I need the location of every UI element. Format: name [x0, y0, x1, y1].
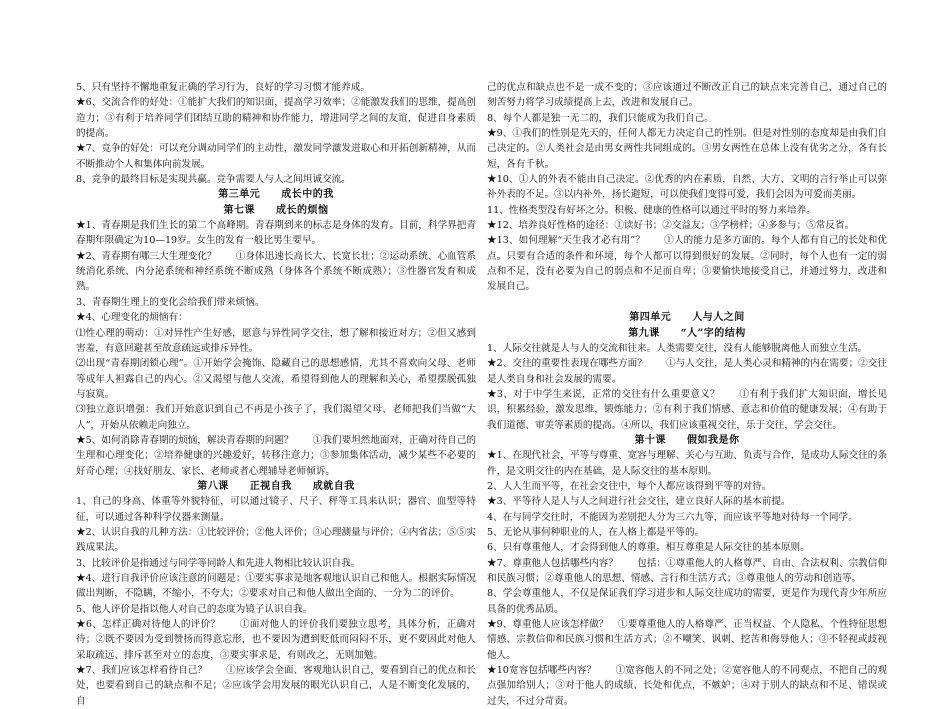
- right-paragraph-23: ★10宽容包括哪些内容？ ①宽容他人的不同之处；②宽容他人的不同观点，不把自己的观点强加给别人；③对于他人的成绩、长处和优点，不嫉妒；④对于别人的缺点和不足、错误或过失，不过分苛责。: [487, 665, 887, 707]
- right-paragraph-16: ★3、平等待人是人与人之间进行社会交往，建立良好人际的基本前提。: [487, 496, 791, 508]
- left-paragraph-17: 3、比较评价是指通过与同学等同龄人和先进人物相比较认识自我。: [76, 557, 361, 569]
- left-heading-5: 第七课 成长的烦恼: [223, 204, 329, 216]
- right-paragraph-1: 8、每个人都是独一无二的，我们只能成为我们自己。: [487, 112, 714, 124]
- right-paragraph-10: 1、人际交往就是人与人的交流和往来。人类需要交往，没有人能够脱离他人而独立生活。: [487, 342, 868, 354]
- left-paragraph-9: ★4、心理变化的烦恼有：: [76, 312, 188, 324]
- left-paragraph-10: ⑴性心理的萌动：①对异性产生好感，愿意与异性同学交往，想了解和接近对方；②但又感到害羞，有意回避甚至故意疏远或排斥异性。: [76, 327, 476, 354]
- right-paragraph-15: 2、人人生而平等，在社会交往中，每个人都应该得到平等的对待。: [487, 480, 772, 492]
- right-heading-8: 第四单元 人与人之间: [629, 312, 745, 324]
- left-heading-14: 第八课 正视自我 成就自我: [197, 480, 355, 492]
- left-paragraph-0: 5、只有坚持不懈地重复正确的学习行为，良好的学习习惯才能养成。: [76, 82, 370, 93]
- right-spacer-7: [487, 295, 887, 310]
- left-paragraph-13: ★5、如何消除青春期的烦恼，解决青春期的问题？ ①我们要坦然地面对，正确对待自己的生理和心理变化；②培养健康的兴趣爱好，转移注意力；③参加集体活动，减少某些不必要的好奇心理；④找好朋友、家长、老师或者心理辅导老师倾诉。: [76, 434, 476, 477]
- left-paragraph-19: 5、他人评价是指以他人对自己的态度为镜子认识自我。: [76, 603, 313, 615]
- left-paragraph-3: 8、竞争的最终目标是实现共赢。竞争需要人与人之间坦诚交流。: [76, 174, 351, 186]
- right-paragraph-21: 8、学会尊重他人，不仅是保证我们学习进步和人际交往成功的需要，更是作为现代青少年所应具备的优秀品质。: [487, 588, 887, 615]
- right-paragraph-3: ★10、①人的外表不能由自己决定。②优秀的内在素质，自然、大方、文明的言行举止可以弥补外表的不足。③以内补外，扬长避短，可以使我们变得可爱，我们会因为可爱而美丽。: [487, 174, 887, 201]
- left-paragraph-12: ⑶独立意识增强：我们开始意识到自己不再是小孩子了，我们渴望父母、老师把我们当做“大人”，开始从依赖走向独立。: [76, 404, 476, 431]
- right-paragraph-18: 5、无论从事何种职业的人，在人格上都是平等的。: [487, 526, 705, 538]
- right-heading-9: 第九课 “人”字的结构: [628, 327, 746, 339]
- left-paragraph-11: ⑵出现“青春期闭锁心理”。①开始学会掩饰、隐藏自己的思想感情，尤其不喜欢向父母、老师等成年人袒露自己的内心。②又渴望与他人交流，希望得到他人的理解和关心，希望摆脱孤独与寂寞。: [76, 358, 476, 400]
- right-paragraph-6: ★13、如何理解“天生我才必有用”？ ①人的能力是多方面的。每个人都有自己的长处和优点。只要有合适的条件和环境，每个人都可以得到很好的发展。②同时，每个人也有一定的弱点和不足，没有必要为自己的弱点和不足而自卑；③要愉快地接受自己，并通过努力，改进和发展自己。: [487, 235, 887, 293]
- right-column: [487, 80, 887, 709]
- right-paragraph-11: ★2、交往的重要性表现在哪些方面？ ①与人交往，是人类心灵和精神的内在需要；②交往是人类自身和社会发展的需要。: [487, 358, 887, 385]
- left-paragraph-18: ★4、进行自我评价应该注意的问题是：①要实事求是地客观地认识自己和他人。根据实际情况做出判断，不隐瞒，不缩小，不夸大；②要求对自己和他人做出全面的、一分为二的评价。: [76, 573, 476, 600]
- right-paragraph-19: 6、只有尊重他人，才会得到他人的尊重。相互尊重是人际交往的基本原则。: [487, 542, 810, 554]
- right-paragraph-4: 11、性格类型没有好坏之分。积极、健康的性格可以通过平时的努力来培养。: [487, 204, 816, 216]
- left-heading-4: 第三单元 成长中的我: [218, 189, 334, 201]
- right-paragraph-14: ★1、在现代社会，平等与尊重、宽容与理解、关心与互助、负责与合作，是成功人际交往的条件，是文明交往的内在基础，是人际交往的基本原则。: [487, 450, 887, 477]
- left-paragraph-15: 1、自己的身高、体重等外貌特征，可以通过镜子、尺子、秤等工具来认识；器官、血型等特征，可以通过各种科学仪器来测量。: [76, 496, 476, 523]
- right-paragraph-22: ★9、尊重他人应该怎样做？ ①要尊重他人的人格尊严、正当权益、个人隐私、个性特征思想情感、宗教信仰和民族习惯和生活方式；②不嘲笑、讽刺、挖苦和侮辱他人；③不轻视或歧视他人。: [487, 619, 887, 661]
- left-paragraph-21: ★7、我们应该怎样看待自己？ ①应该学会全面、客观地认识自己，要看到自己的优点和长处，也要看到自己的缺点和不足；②应该学会用发展的眼光认识自己，人是不断变化发展的，自: [76, 665, 476, 707]
- right-paragraph-5: ★12、培养良好性格的途径：①读好书；②交益友；③学榜样；④多参与；⑤常反省。: [487, 220, 855, 232]
- left-paragraph-16: ★2、认识自我的几种方法：①比较评价；②他人评价；③心理测量与评价；④内省法；⑤⑤实践成果法。: [76, 526, 476, 554]
- left-paragraph-20: ★6、怎样正确对待他人的评价？ ①面对他人的评价我们要独立思考，具体分析，正确对待；②既不要因为受到赞扬而得意忘形，也不要因为遭到贬低而闷闷不乐，更不要因此对他人采取疏远、排斥甚至对立的态度，③要实事求是，有则改之，无则加勉。: [76, 619, 476, 661]
- left-paragraph-7: ★2、青春期有哪三大生理变化？ ①身体迅速长高长大、长宽长壮；②运动系统、心血管系统消化系统、内分泌系统和神经系统不断成熟（身体各个系统不断成熟）；③性器官发育和成熟。: [76, 250, 476, 293]
- left-paragraph-8: 3、青春期生理上的变化会给我们带来烦恼。: [76, 296, 265, 308]
- right-heading-13: 第十课 假如我是你: [634, 434, 740, 446]
- left-paragraph-6: ★1、青春期是我们生长的第二个高峰期。青春期到来的标志是身体的发育。目前，科学界把青春期年限确定为10—19岁。女生的发育一般比男生要早。: [76, 220, 476, 247]
- right-paragraph-2: ★9、①我们的性别是先天的，任何人都无力决定自己的性别。但是对性别的态度却是由我们自己决定的。②人类社会是由男女两性共同组成的。③男女两性在总体上没有优劣之分，各有长短，各有千秋。: [487, 128, 887, 170]
- right-paragraph-0: 己的优点和缺点也不是一成不变的；③应该通过不断改正自己的缺点来完善自己，通过自己的刻苦努力将学习成绩提高上去，改进和发展自己。: [487, 82, 887, 109]
- left-column: [76, 80, 476, 709]
- left-paragraph-1: ★6、交流合作的好处：①能扩大我们的知识面，提高学习效率；②能激发我们的思维，提高创造力；③有利于培养同学们团结互助的精神和协作能力，增进同学之间的友谊，促进自身素质的提高。: [76, 97, 476, 140]
- right-paragraph-12: ★3、对于中学生来说，正常的交往有什么重要意义？ ①有利于我们扩大知识面，增长见识，积累经验，激发思维，锻炼能力；②有利于我们情感、意志和价值的健康发展；④有助于我们道德、审美等素质的提高。④所以，我们应该重视交往，乐于交往，学会交往。: [487, 388, 887, 431]
- right-paragraph-17: 4、在与同学交往时，不能因为差别把人分为三六九等，而应该平等地对待每一个同学。: [487, 511, 858, 523]
- left-paragraph-2: ★7、竞争的好处：可以充分调动同学们的主动性，激发同学激发进取心和开拓创新精神，从而不断推动个人和集体向前发展。: [76, 143, 476, 170]
- right-paragraph-20: ★7、尊重他人包括哪些内容？ 包括：①尊重他人的人格尊严、自由、合法权利、宗教信仰和民族习惯；②尊重他人的思想、情感、言行和生活方式；③尊重他人的劳动和创造等。: [487, 557, 887, 584]
